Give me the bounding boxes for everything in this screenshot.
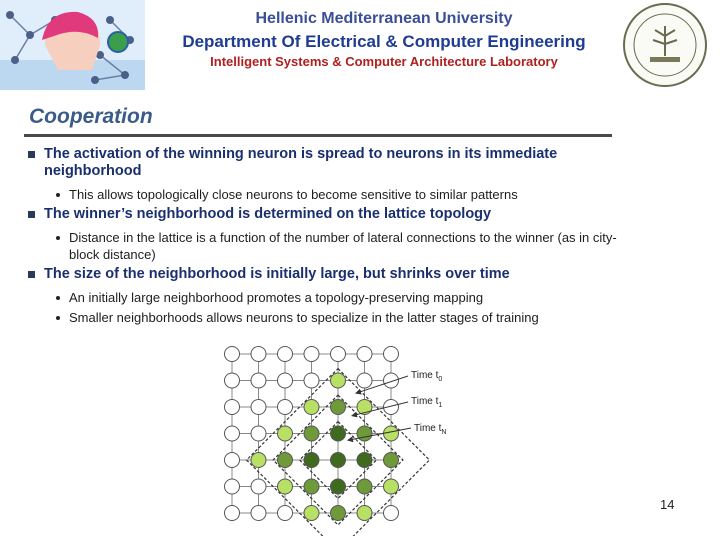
- lab-logo: [0, 0, 145, 90]
- lattice-neuron: [384, 453, 399, 468]
- lattice-neuron: [357, 373, 372, 388]
- square-bullet-icon: [28, 211, 35, 218]
- sub-bullet-text: Distance in the lattice is a function of the number of lateral connections to the winner (as in city-block distance): [69, 230, 617, 262]
- page-number: 14: [660, 497, 675, 512]
- department-name: Department Of Electrical & Computer Engineering: [182, 32, 586, 51]
- university-seal: [622, 2, 708, 88]
- university-name: Hellenic Mediterranean University: [255, 10, 513, 27]
- lattice-neuron: [225, 506, 240, 521]
- sub-bullet-text: An initially large neighborhood promotes a topology-preserving mapping: [69, 290, 484, 305]
- square-bullet-icon: [28, 151, 35, 158]
- title-divider: [24, 134, 612, 137]
- sub-bullet-item: [22, 229, 622, 263]
- lattice-neuron: [225, 347, 240, 362]
- lattice-neuron: [384, 426, 399, 441]
- lattice-neuron: [251, 347, 266, 362]
- lattice-neuron: [304, 426, 319, 441]
- lattice-neuron: [331, 426, 346, 441]
- lattice-neuron: [225, 400, 240, 415]
- slide-header: [0, 0, 720, 92]
- bullet-item: [22, 266, 622, 283]
- lattice-neuron: [304, 479, 319, 494]
- lattice-neuron: [357, 506, 372, 521]
- lattice-neuron: [357, 453, 372, 468]
- lattice-nodes: [225, 347, 399, 521]
- lattice-neuron: [304, 347, 319, 362]
- lattice-neuron: [331, 506, 346, 521]
- winner-neuron: [331, 453, 346, 468]
- time-label-t0: Time $t_0$: [411, 370, 443, 383]
- lattice-neuron: [251, 479, 266, 494]
- lattice-neuron: [304, 506, 319, 521]
- sub-bullet-item: [22, 186, 622, 203]
- lattice-neuron: [331, 400, 346, 415]
- lattice-neuron: [357, 479, 372, 494]
- sub-bullet-item: [22, 309, 622, 326]
- sub-bullet-text: Smaller neighborhoods allows neurons to specialize in the latter stages of training: [69, 310, 539, 325]
- lattice-neuron: [251, 426, 266, 441]
- bullet-list: [22, 146, 622, 329]
- lattice-neuron: [225, 426, 240, 441]
- bullet-item: [22, 206, 622, 223]
- bullet-text: The size of the neighborhood is initially large, but shrinks over time: [44, 266, 510, 282]
- sub-bullet-text: This allows topologically close neurons to become sensitive to similar patterns: [69, 187, 518, 202]
- lattice-neuron: [225, 479, 240, 494]
- square-bullet-icon: [28, 271, 35, 278]
- lattice-neuron: [225, 373, 240, 388]
- time-labels: [411, 370, 446, 436]
- sub-bullet-item: [22, 289, 622, 306]
- lattice-neuron: [357, 426, 372, 441]
- lattice-neuron: [304, 453, 319, 468]
- lattice-neuron: [278, 453, 293, 468]
- lattice-neuron: [251, 400, 266, 415]
- lattice-neuron: [278, 426, 293, 441]
- dot-bullet-icon: [56, 236, 60, 240]
- time-label-tN: Time $t_N$: [414, 423, 447, 436]
- lattice-neuron: [357, 347, 372, 362]
- lattice-neuron: [304, 400, 319, 415]
- lattice-neuron: [278, 373, 293, 388]
- lattice-neuron: [384, 373, 399, 388]
- time-label-t1: Time $t_1$: [411, 396, 443, 409]
- lattice-neuron: [251, 506, 266, 521]
- lattice-neuron: [251, 453, 266, 468]
- lattice-neuron: [331, 479, 346, 494]
- lattice-neuron: [384, 347, 399, 362]
- bullet-item: [22, 146, 622, 180]
- dot-bullet-icon: [56, 296, 60, 300]
- lattice-neuron: [278, 400, 293, 415]
- lattice-neuron: [225, 453, 240, 468]
- lattice-neuron: [278, 347, 293, 362]
- lattice-neuron: [304, 373, 319, 388]
- bullet-text: The winner’s neighborhood is determined on the lattice topology: [44, 206, 492, 222]
- bullet-text: The activation of the winning neuron is spread to neurons in its immediate neighborhood: [44, 146, 558, 179]
- lab-name: Intelligent Systems & Computer Architecture Laboratory: [210, 54, 558, 69]
- slide-title: Cooperation: [29, 105, 153, 128]
- lattice-neuron: [278, 506, 293, 521]
- neighborhood-lattice-figure: [218, 340, 458, 536]
- lattice-neuron: [384, 506, 399, 521]
- dot-bullet-icon: [56, 193, 60, 197]
- lattice-neuron: [384, 479, 399, 494]
- lattice-neuron: [278, 479, 293, 494]
- lattice-neuron: [331, 373, 346, 388]
- lattice-neuron: [331, 347, 346, 362]
- lattice-neuron: [251, 373, 266, 388]
- dot-bullet-icon: [56, 316, 60, 320]
